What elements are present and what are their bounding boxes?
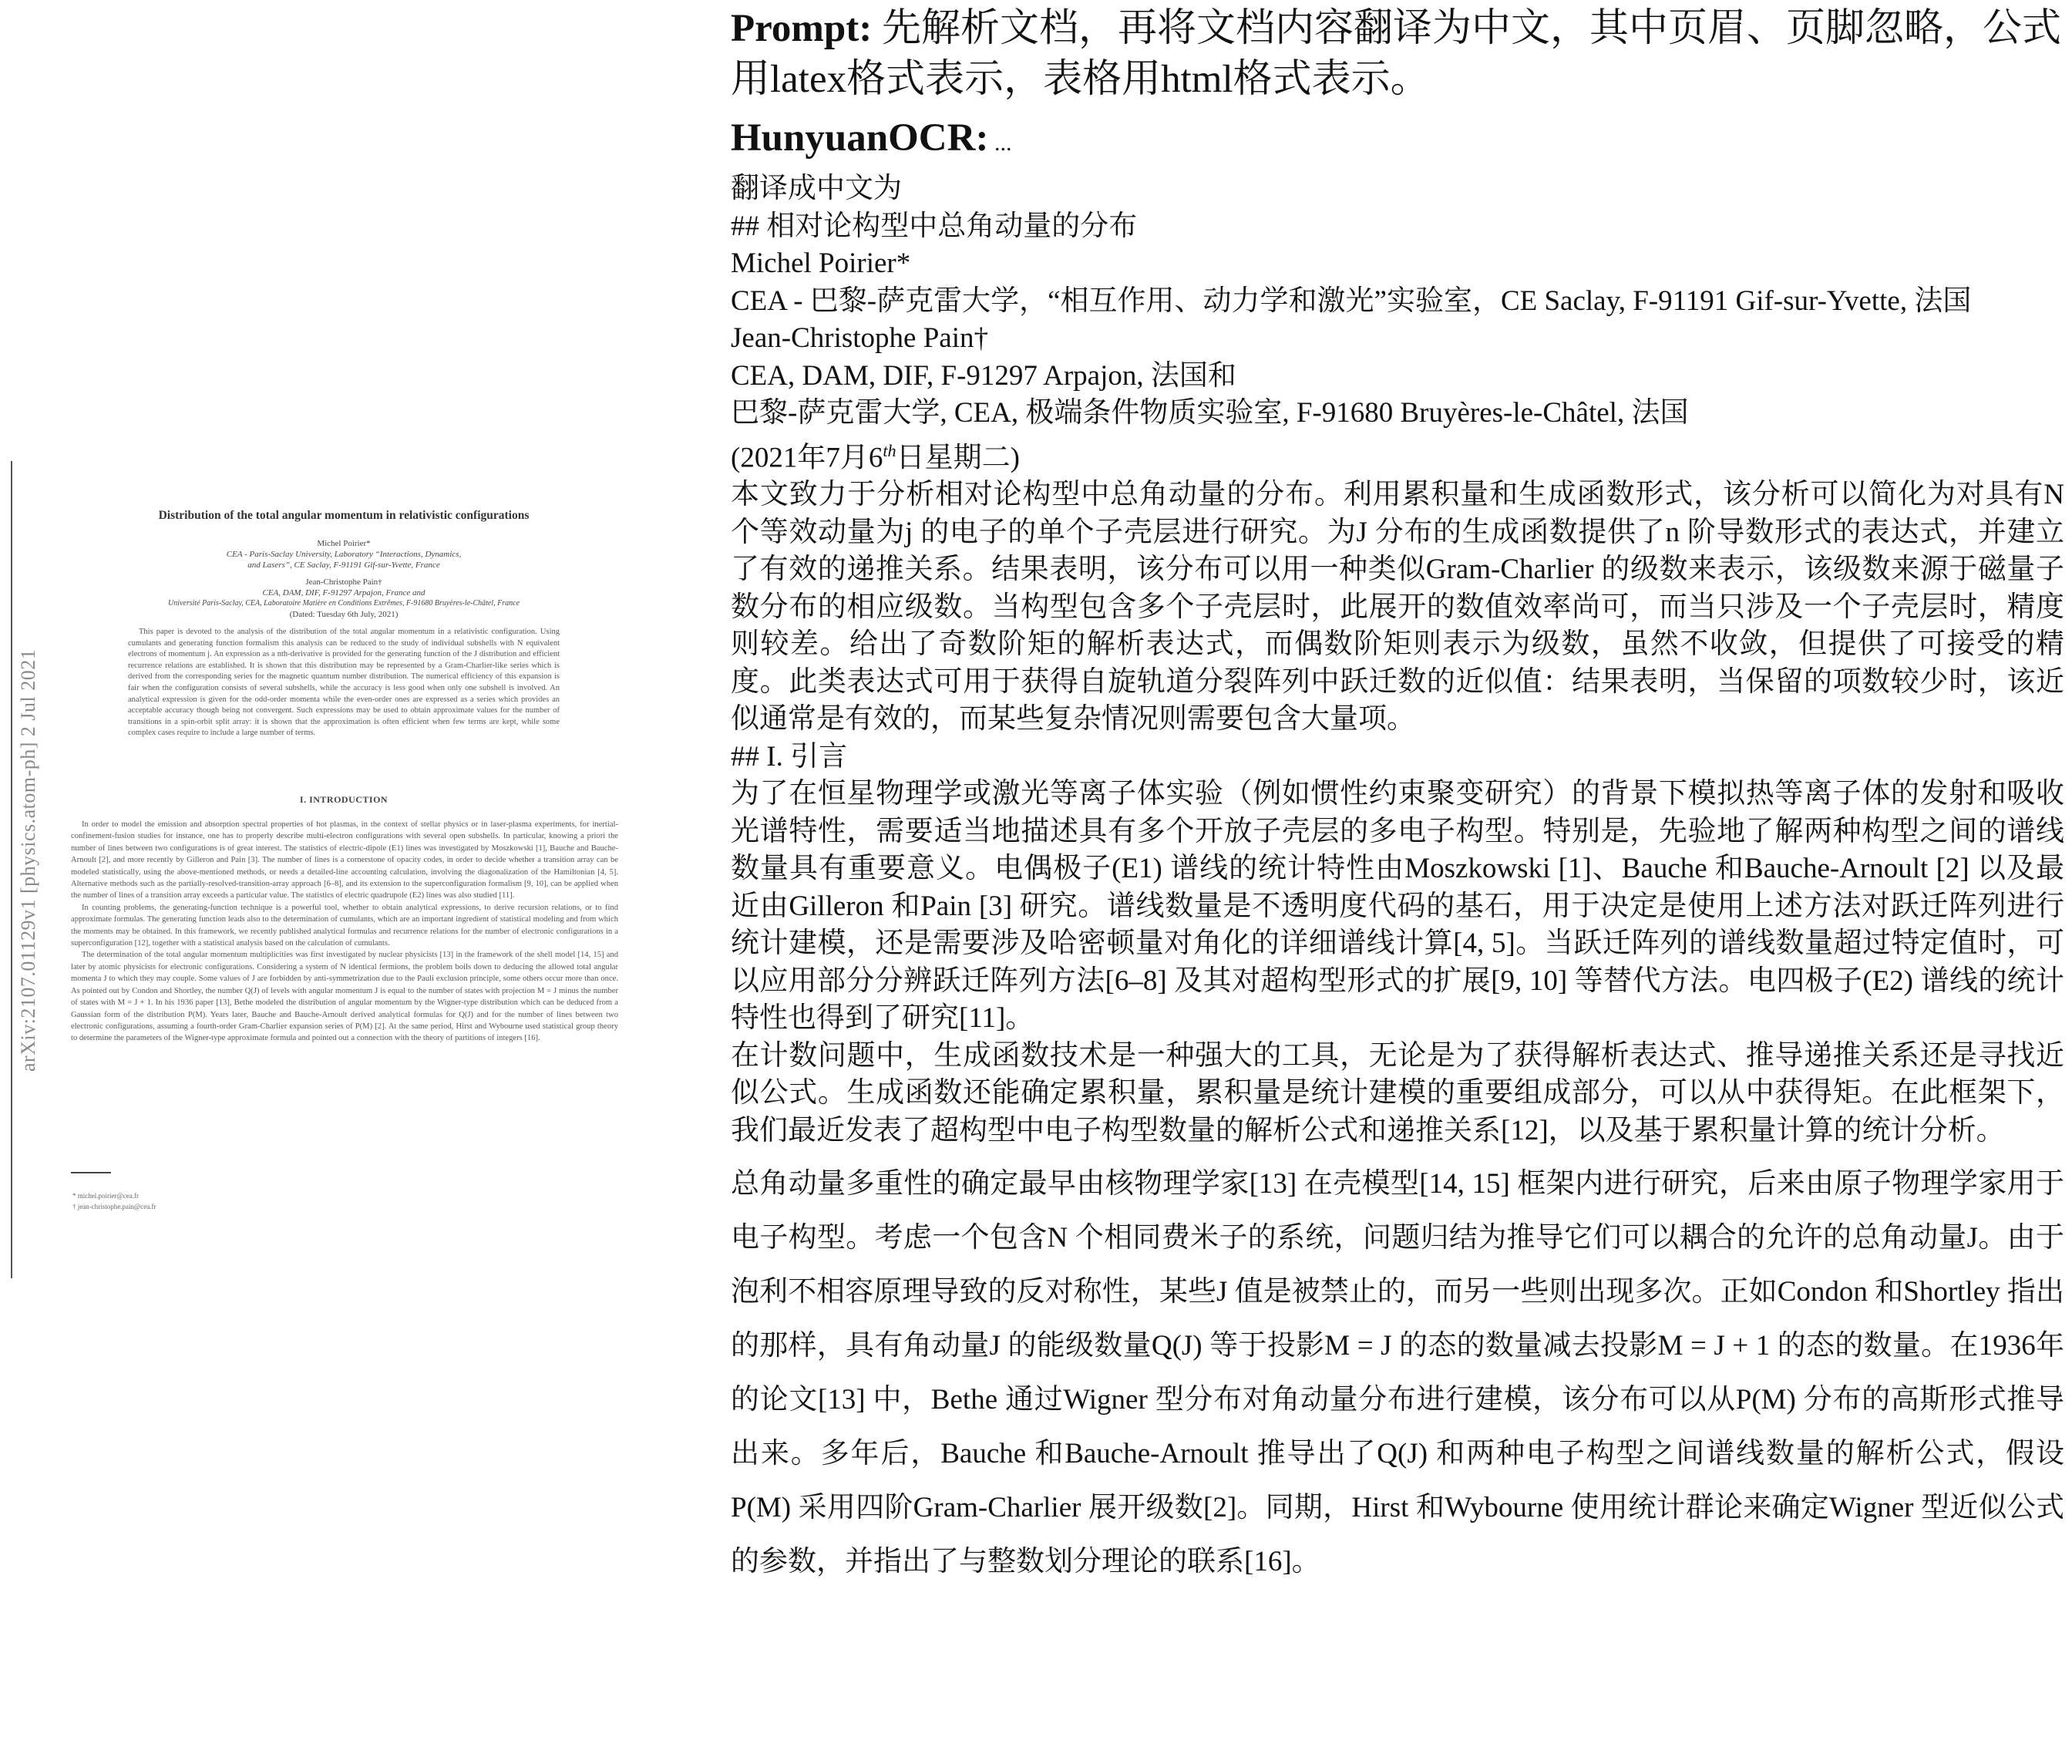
paper-intro-paragraph-3: The determination of the total angular momentum multiplicities was first investigated by nuclear physicists [13] in the framework of the shell model [14, 15] and later by atomic physicists for electronic configurations. Considering a system of N identical fermions, the problem boils down to deducing the allowed total angular momenta J to which they may couple. Some values of J are forbidden by anti-symmetrization due to the Pauli exclusion principle, some others occur more than once. As pointed out by Condon and Shortley, the number Q(J) of levels with angular momentum J is equal to the number of states with projection M = J minus the number of states with M = J + 1. In his 1936 paper [13], Bethe modeled the distribution of angular momentum by the Wigner-type distribution which can be deduced from a Gaussian form of the distribution P(M). Years later, Bauche and Bauche-Arnoult derived analytical formulas for Q(J) and for the number of lines between two electronic configurations, assuming a fourth-order Gram-Charlier expansion series of P(M) [2]. At the same period, Hirst and Wybourne used statistical group theory to determine the parameters of the Wigner-type approximate formula and pointed out a connection with the theory of partitions of integers [16].	[71, 951, 618, 1043]
footnote-2: † jean-christophe.pain@cea.fr	[72, 1203, 156, 1210]
model-label: HunyuanOCR:	[731, 116, 989, 160]
paper-affiliation-1-line-2: and Lasers”, CE Saclay, F-91191 Gif-sur-Yvette, France	[247, 561, 440, 570]
paper-author-1: Michel Poirier*	[317, 539, 371, 548]
model-block	[731, 113, 2064, 169]
output-affiliation-1: CEA - 巴黎-萨克雷大学，“相互作用、动力学和激光”实验室，CE Saclay, F-91191 Gif-sur-Yvette, 法国	[731, 284, 1972, 317]
ocr-result-panel	[731, 3, 2064, 1589]
output-abstract: 本文致力于分析相对论构型中总角动量的分布。利用累积量和生成函数形式，该分析可以简化为对具有N 个等效动量为j 的电子的单个子壳层进行研究。为J 分布的生成函数提供了n 阶导数形式的表达式，并建立了有效的递推关系。结果表明，该分布可以用一种类似Gram-Charlier 的级数来表示，该级数来源于磁量子数分布的相应级数。当构型包含多个子壳层时，此展开的数值效率尚可，而当只涉及一个子壳层时，精度则较差。给出了奇数阶矩的解析表达式，而偶数阶矩则表示为级数，虽然不收敛，但提供了可接受的精度。此类表达式可用于获得自旋轨道分裂阵列中跃迁数的近似值：结果表明，当保留的项数较少时，该近似通常是有效的，而某些复杂情况则需要包含大量项。	[731, 479, 2064, 736]
model-output	[731, 170, 2064, 1589]
paper-abstract: This paper is devoted to the analysis of the distribution of the total angular momentum in a relativistic configuration. Using cumulants and generating function formalism this analysis can be reduced to the study of individual subshells with N equivalent electrons of momentum j. An expression as a nth-derivative is provided for the generating function of the J distribution and efficient recurrence relations are established. It is shown that this distribution may be represented by a Gram-Charlier-like series which is derived from the corresponding series for the magnetic quantum number distribution. The numerical efficiency of this expansion is fair when the configuration consists of several subshells, while the accuracy is less good when only one subshell is involved. An analytical expression is given for the odd-order momenta while the even-order ones are expressed as a series which provides an acceptable accuracy though being not convergent. Such expressions may be used to obtain approximate values for the number of transitions in a spin-orbit split array: it is shown that the approximation is often efficient when few terms are kept, while some complex cases require to include a large number of terms.	[128, 628, 560, 738]
output-date-prefix: (2021年7月6	[731, 441, 883, 473]
output-section-heading: ## I. 引言	[731, 740, 848, 773]
output-affiliation-2-line-2: 巴黎-萨克雷大学, CEA, 极端条件物质实验室, F-91680 Bruyères-le-Châtel, 法国	[731, 397, 1689, 429]
prompt-label: Prompt:	[731, 7, 873, 50]
output-paragraph-3: 总角动量多重性的确定最早由核物理学家[13] 在壳模型[14, 15] 框架内进行研究，后来由原子物理学家用于电子构型。考虑一个包含N 个相同费米子的系统，问题归结为推导它们可以耦合的允许的总角动量J。由于泡利不相容原理导致的反对称性，某些J 值是被禁止的，而另一些则出现多次。正如Condon 和Shortley 指出的那样，具有角动量J 的能级数量Q(J) 等于投影M = J 的态的数量减去投影M = J + 1 的态的数量。在1936年的论文[13] 中，Bethe 通过Wigner 型分布对角动量分布进行建模，该分布可以从P(M) 分布的高斯形式推导出来。多年后，Bauche 和Bauche-Arnoult 推导出了Q(J) 和两种电子构型之间谱线数量的解析公式，假设P(M) 采用四阶Gram-Charlier 展开级数[2]。同期，Hirst 和Wybourne 使用统计群论来确定Wigner 型近似公式的参数，并指出了与整数划分理论的联系[16]。	[731, 1168, 2064, 1578]
output-paragraph-1: 为了在恒星物理学或激光等离子体实验（例如惯性约束聚变研究）的背景下模拟热等离子体的发射和吸收光谱特性，需要适当地描述具有多个开放子壳层的多电子构型。特别是，先验地了解两种构型之间的谱线数量具有重要意义。电偶极子(E1) 谱线的统计特性由Moszkowski [1]、Bauche 和Bauche-Arnoult [2] 以及最近由Gilleron 和Pain [3] 研究。谱线数量是不透明度代码的基石，用于决定是使用上述方法对跃迁阵列进行统计建模，还是需要涉及哈密顿量对角化的详细谱线计算[4, 5]。当跃迁阵列的谱线数量超过特定值时，可以应用部分分辨跃迁阵列方法[6–8] 及其对超构型形式的扩展[9, 10] 等替代方法。电四极子(E2) 谱线的统计特性也得到了研究[11]。	[731, 778, 2064, 1035]
paper-body	[71, 819, 618, 1045]
prompt-text: 先解析文档，再将文档内容翻译为中文，其中页眉、页脚忽略，公式用latex格式表示，表格用html格式表示。	[731, 7, 2061, 101]
output-paragraph-2: 在计数问题中，生成函数技术是一种强大的工具，无论是为了获得解析表达式、推导递推关系还是寻找近似公式。生成函数还能确定累积量，累积量是统计建模的重要组成部分，可以从中获得矩。在此框架下，我们最近发表了超构型中电子构型数量的解析公式和递推关系[12]，以及基于累积量计算的统计分析。	[731, 1039, 2064, 1146]
output-author-1: Michel Poirier*	[731, 247, 911, 279]
footnote-rule	[71, 1172, 111, 1173]
output-intro-line: 翻译成中文为	[731, 173, 902, 204]
paper-title: Distribution of the total angular momentum in relativistic configurations	[158, 509, 530, 522]
footnote-1: * michel.poirier@cea.fr	[72, 1192, 139, 1200]
paper-author-2: Jean-Christophe Pain†	[305, 577, 382, 587]
source-paper-page	[11, 461, 698, 1278]
paper-intro-paragraph-1: In order to model the emission and absorption spectral properties of hot plasmas, in the context of stellar physics or in laser-plasma experiments, for inertial-confinement-fusion studies for instance, one has to properly describe multi-electron configurations with several open subshells. In particular, knowing a priori the number of lines between two configurations is of great interest. The statistics of electric-dipole (E1) lines was investigated by Moszkowski [1], Bauche and Bauche-Arnoult [2], and more recently by Gilleron and Pain [3]. The number of lines is a cornerstone of opacity codes, in order to decide whether a transition array can be modeled statistically, using the above-mentioned methods, or needs a detailed-line accounting calculation, involving the diagonalization of the Hamiltonian [4, 5]. Alternative methods such as the partially-resolved-transition-array approach [6–8], and its extension to the superconfiguration formalism [9, 10], can be applied when the number of lines of a transition array exceeds a particular value. The statistics of electric quadrupole (E2) lines was also studied [11].	[71, 820, 618, 901]
output-affiliation-2-line-1: CEA, DAM, DIF, F-91297 Arpajon, 法国和	[731, 359, 1236, 392]
paper-section-heading: I. INTRODUCTION	[299, 794, 388, 805]
arxiv-stamp: arXiv:2107.01129v1 [physics.atom-ph] 2 Jul 2021	[17, 648, 39, 1072]
prompt-block	[731, 3, 2064, 105]
paper-affiliation-2-line-2: Université Paris-Saclay, CEA, Laboratoire Matière en Conditions Extrêmes, F-91680 Bruyères-le-Châtel, France	[167, 599, 520, 608]
paper-affiliation-1-line-1: CEA - Paris-Saclay University, Laboratory “Interactions, Dynamics,	[226, 550, 462, 559]
model-ellipsis: ...	[988, 130, 1012, 156]
output-date-suffix: 日星期二)	[896, 441, 1020, 473]
output-date	[731, 433, 2064, 477]
output-date-superscript: th	[883, 440, 896, 460]
paper-intro-paragraph-2: In counting problems, the generating-function technique is a powerful tool, whether to obtain analytical expressions, to derive recursion relations, or to find approximate formulas. The generating function leads also to the determination of cumulants, which are an important ingredient of statistical modeling and from which the moments may be obtained. In this framework, we recently published analytical formulas and recurrence relations for the number of electronic configurations in a superconfiguration [12], together with a statistical analysis based on the calculation of cumulants.	[71, 903, 618, 948]
paper-dated: (Dated: Tuesday 6th July, 2021)	[289, 610, 399, 619]
paper-affiliation-2-line-1: CEA, DAM, DIF, F-91297 Arpajon, France and	[262, 588, 426, 598]
output-author-2: Jean-Christophe Pain†	[731, 322, 988, 354]
output-title: ## 相对论构型中总角动量的分布	[731, 210, 1138, 242]
